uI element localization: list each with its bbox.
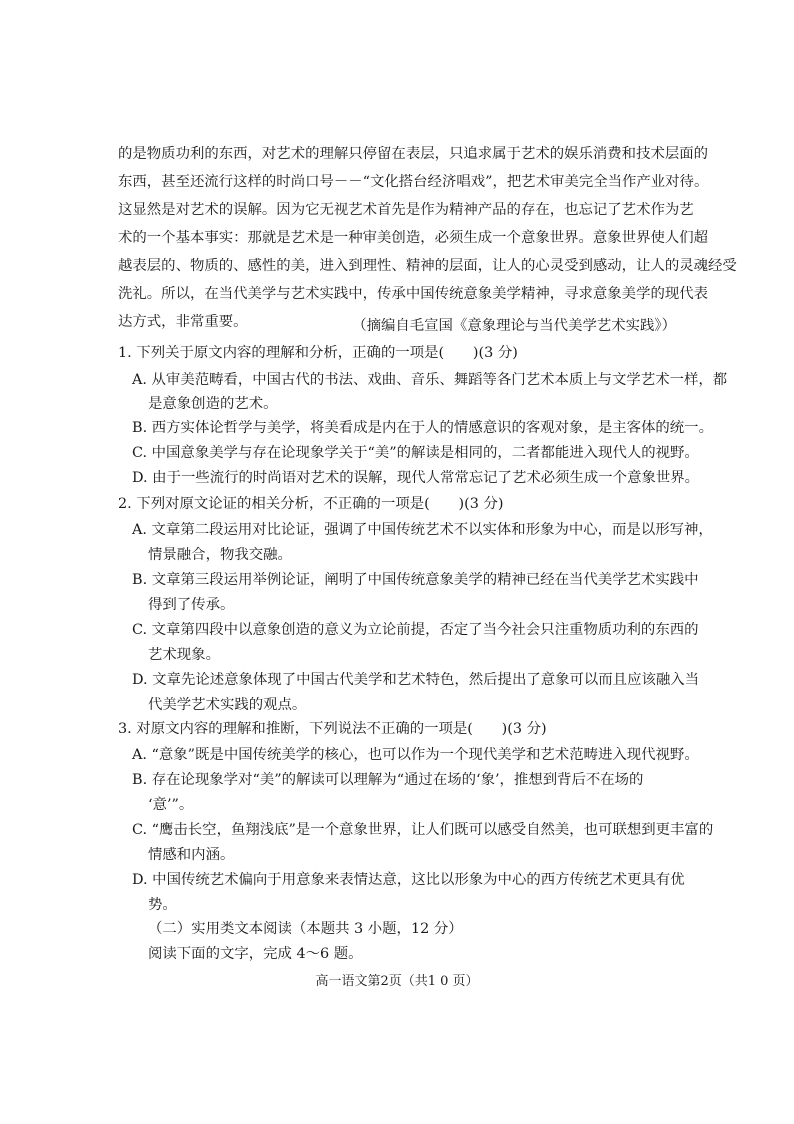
q3-option-c: C. “鹰击长空，鱼翔浅底”是一个意象世界，让人们既可以感受自然美，也可联想到更丰富的: [132, 822, 714, 838]
question-1-stem: 1. 下列关于原文内容的理解和分析，正确的一项是( )(3 分): [118, 345, 518, 361]
q2-option-a-cont: 情景融合，物我交融。: [148, 547, 292, 563]
q1-option-c: C. 中国意象美学与存在论现象学关于“美”的解读是相同的，二者都能进入现代人的视野。: [132, 445, 699, 461]
q1-option-a: A. 从审美范畴看，中国古代的书法、戏曲、音乐、舞蹈等各门艺术本质上与文学艺术一样，都: [132, 372, 728, 388]
q1-option-d: D. 由于一些流行的时尚语对艺术的误解，现代人常常忘记了艺术必须生成一个意象世界。: [132, 470, 700, 486]
section-2-title: （二）实用类文本阅读（本题共 3 小题，12 分）: [148, 921, 463, 937]
q2-option-b-cont: 得到了传承。: [148, 597, 235, 613]
q2-option-d-cont: 代美学艺术实践的观点。: [148, 697, 307, 713]
passage-line: 洗礼。所以，在当代美学与艺术实践中，传承中国传统意象美学精神，寻求意象美学的现代表: [118, 286, 709, 302]
q1-option-b: B. 西方实体论哲学与美学，将美看成是内在于人的情感意识的客观对象，是主客体的统一。: [132, 420, 713, 436]
passage-line: 达方式，非常重要。: [118, 314, 248, 330]
passage-line: 东西，甚至还流行这样的时尚口号－－“文化搭台经济唱戏”，把艺术审美完全当作产业对待。: [118, 174, 709, 190]
page-footer: 高一语文第2页（共1 0 页）: [315, 974, 479, 989]
q3-option-d-cont: 势。: [148, 897, 177, 913]
q2-option-b: B. 文章第三段运用举例论证，阐明了中国传统意象美学的精神已经在当代美学艺术实践中: [132, 572, 699, 588]
question-3-stem: 3. 对原文内容的理解和推断，下列说法不正确的一项是( )(3 分): [118, 721, 547, 737]
q3-option-c-cont: 情感和内涵。: [148, 847, 235, 863]
q2-option-c: C. 文章第四段中以意象创造的意义为立论前提，否定了当今社会只注重物质功利的东西的: [132, 622, 699, 638]
q3-option-b-cont: ‘意’”。: [148, 797, 194, 813]
section-2-instruction: 阅读下面的文字，完成 4～6 题。: [148, 946, 363, 962]
passage-line: 越表层的、物质的、感性的美，进入到理性、精神的层面，让人的心灵受到感动，让人的灵魂经受: [118, 258, 737, 274]
q3-option-b: B. 存在论现象学对“美”的解读可以理解为“通过在场的‘象’，推想到背后不在场的: [132, 772, 644, 788]
passage-line: 术的一个基本事实：那就是艺术是一种审美创造，必须生成一个意象世界。意象世界使人们超: [118, 230, 709, 246]
passage-line: 的是物质功利的东西，对艺术的理解只停留在表层，只追求属于艺术的娱乐消费和技术层面的: [118, 146, 709, 162]
passage-line: 这显然是对艺术的误解。因为它无视艺术首先是作为精神产品的存在，也忘记了艺术作为艺: [118, 202, 694, 218]
q2-option-d: D. 文章先论述意象体现了中国古代美学和艺术特色，然后提出了意象可以而且应该融入当: [132, 672, 700, 688]
source-citation: （摘编自毛宣国《意象理论与当代美学艺术实践》）: [352, 318, 676, 334]
question-2-stem: 2. 下列对原文论证的相关分析，不正确的一项是( )(3 分): [118, 496, 504, 512]
q2-option-a: A. 文章第二段运用对比论证，强调了中国传统艺术不以实体和形象为中心，而是以形写神，: [132, 522, 713, 538]
q2-option-c-cont: 艺术现象。: [148, 647, 220, 663]
q1-option-a-cont: 是意象创造的艺术。: [148, 396, 278, 412]
q3-option-a: A. “意象”既是中国传统美学的核心，也可以作为一个现代美学和艺术范畴进入现代视野。: [132, 747, 699, 763]
q3-option-d: D. 中国传统艺术偏向于用意象来表情达意，这比以形象为中心的西方传统艺术更具有优: [132, 872, 685, 888]
